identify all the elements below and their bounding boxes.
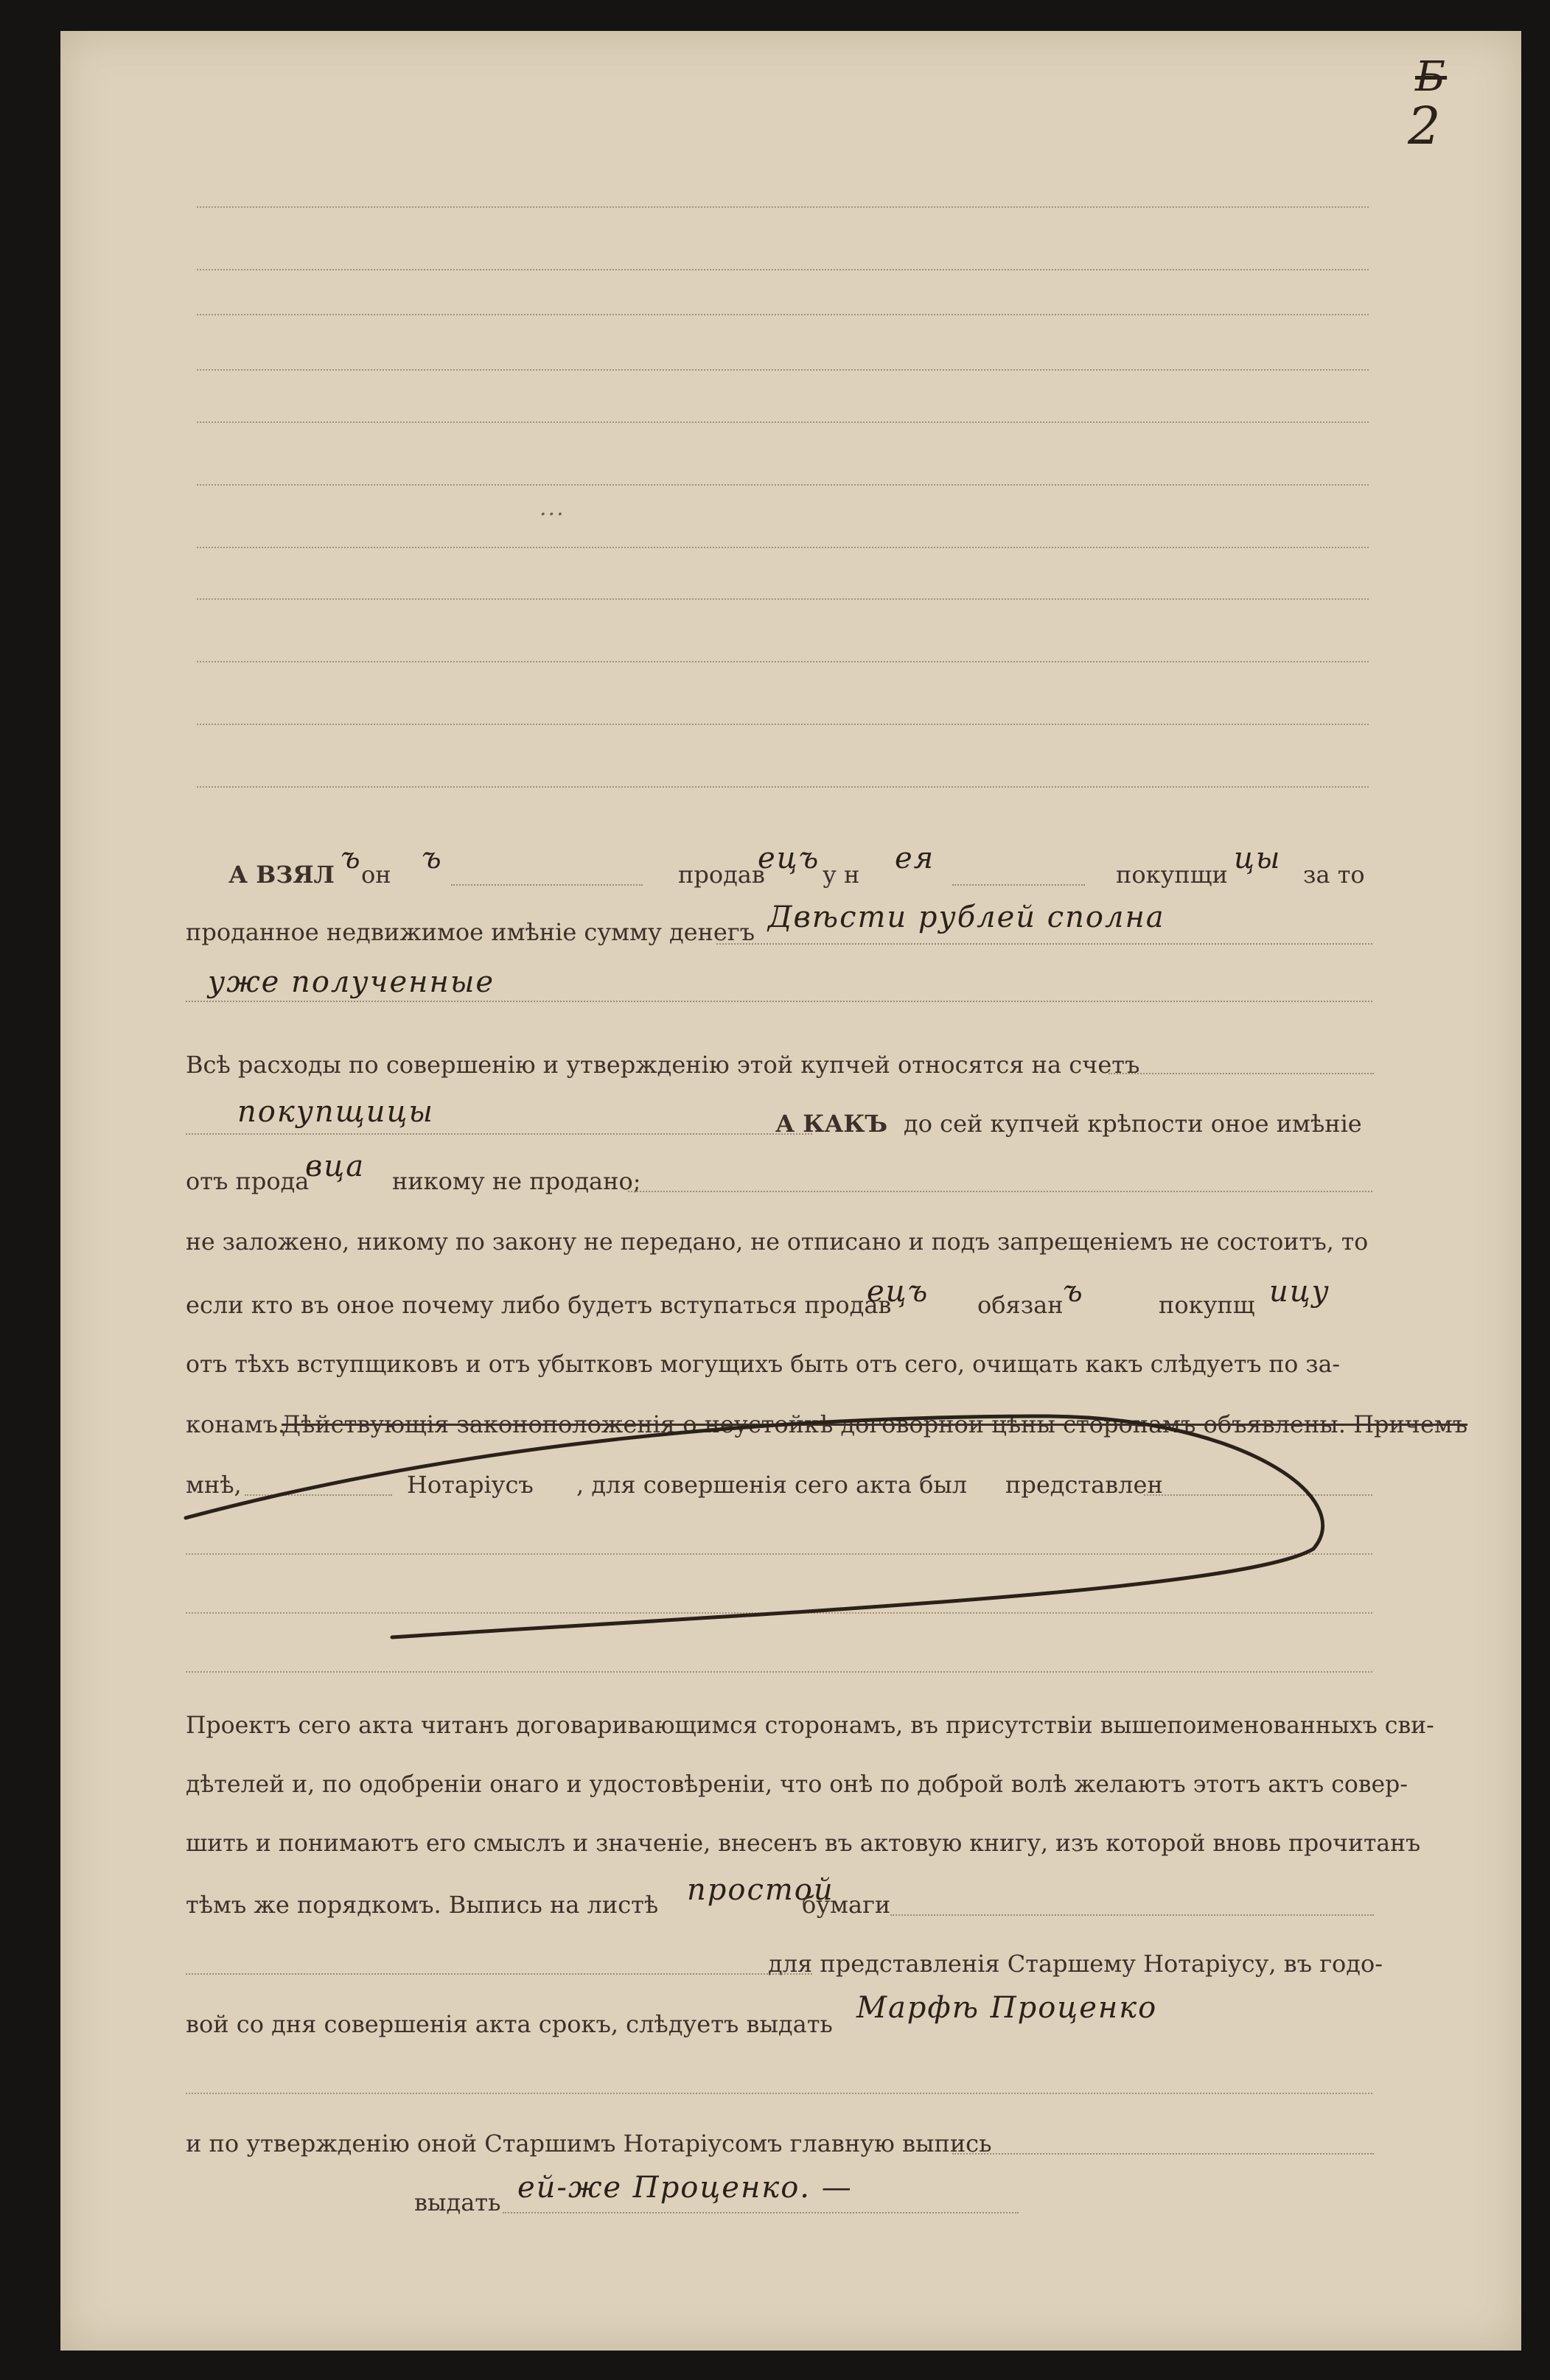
pokupshchi-label: покупщи [1116,861,1228,889]
handwritten-proda: вца [305,1149,366,1183]
handwritten-sum: Двѣсти рублей сполна [768,900,1165,934]
document-page [60,31,1521,2351]
handwritten-pokupshch: ицу [1269,1275,1330,1309]
handwritten-vydat2: ей-же Проценко. — [517,2171,853,2205]
bumagi-label: бумаги [802,1891,891,1919]
handwritten-pokupshchi: цы [1234,841,1282,875]
a-vzyal-label: А ВЗЯЛ [228,861,335,889]
on-label: он [361,861,391,889]
handwritten-esli: ецъ [867,1275,929,1309]
handwritten-prodav: ецъ [758,841,820,875]
para3-line3: шить и понимаютъ его смыслъ и значеніе, внесенъ въ актовую книгу, изъ которой вновь прочитанъ [186,1830,1421,1857]
expenses-text: Всѣ расходы по совершенію и утвержденію этой купчей относятся на счетъ [186,1051,1140,1079]
notarius-label: Нотаріусъ [407,1471,534,1499]
corner-struck-mark: Б [1415,53,1448,101]
ruled-line [186,2093,1372,2094]
nikomu-label: никому не продано; [392,1167,641,1195]
fill-line [952,2153,1374,2155]
predstavlen-label: представлен [1005,1471,1163,1499]
handwritten-buyer: покупщицы [237,1095,434,1129]
para3-line5: для представленія Старшему Нотаріусу, въ годо- [768,1950,1383,1978]
para3-line4: тѣмъ же порядкомъ. Выпись на листѣ [186,1891,659,1919]
cancellation-stroke [60,31,1521,2351]
handwritten-on: ъ [422,841,443,875]
handwritten-obyazan: ъ [1063,1275,1084,1309]
a-kak-label: А КАКЪ [775,1110,888,1138]
handwritten-vzyal: ъ [341,841,362,875]
para3-line6: вой со дня совершенія акта срокъ, слѣдуетъ выдать [186,2010,833,2038]
corner-page-number: 2 [1408,96,1442,156]
erased-fragment: ... [540,495,565,521]
para3-line7: и по утвержденію оной Старшимъ Нотаріусомъ главную выпись [186,2129,992,2157]
ot-proda-label: отъ прода [186,1167,310,1195]
ot-tekh-text: отъ тѣхъ вступщиковъ и отъ убытковъ могущихъ быть отъ сего, очищать какъ слѣдуетъ по за- [186,1351,1341,1378]
zalozheno-text: не заложено, никому по закону не передано, не отписано и подъ запрещеніемъ не состоитъ, то [186,1229,1369,1256]
vydat-label: выдать [414,2188,501,2216]
konam-label: конамъ. [186,1410,286,1438]
fill-line [503,2212,1019,2213]
pokupshch-label: покупщ [1159,1291,1255,1319]
prodav-label: продав [678,861,765,889]
fill-line [186,1973,812,1975]
u-n-label: у н [823,861,860,889]
para3-line2: дѣтелей и, по одобреніи онаго и удостовѣреніи, что онѣ по доброй волѣ желаютъ этотъ актъ совер- [186,1771,1408,1798]
esli-kto-text: если кто въ оное почему либо будетъ вступаться продав [186,1291,892,1319]
handwritten-sum-cont: уже полученные [208,965,495,999]
handwritten-vydat: Марфѣ Проценко [856,1991,1158,2025]
obyazan-label: обязан [977,1291,1064,1319]
dlya-text: , для совершенія сего акта был [576,1471,968,1499]
handwritten-u-n: ея [895,841,935,875]
para3-line1: Проектъ сего акта читанъ договаривающимся сторонамъ, въ присутствіи вышепоименованныхъ сви- [186,1712,1434,1739]
fill-line [890,1914,1374,1916]
handwritten-list: простой [687,1873,834,1907]
a-kak-rest: до сей купчей крѣпости оное имѣніе [904,1110,1362,1138]
mne-label: мнѣ, [186,1471,242,1499]
struck-text: Дѣйствующія законоположенія о неустойкѣ договорной цѣны сторонамъ объявлены. Причемъ [282,1410,1468,1438]
sum-label: проданное недвижимое имѣніе сумму денегъ [186,918,755,946]
za-to-label: за то [1303,861,1365,889]
